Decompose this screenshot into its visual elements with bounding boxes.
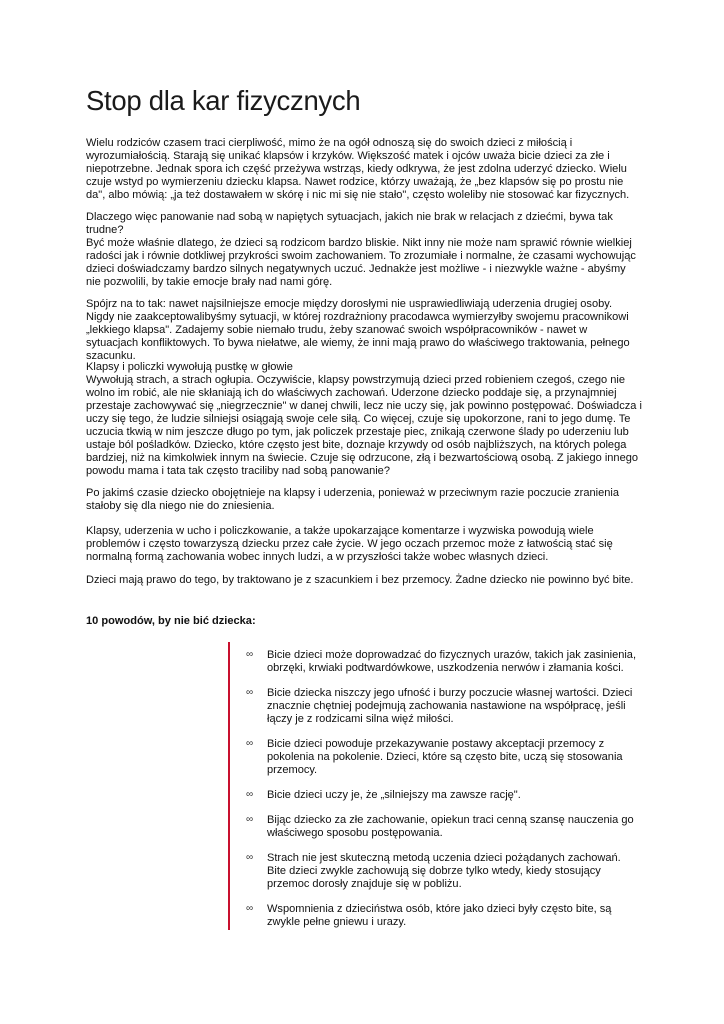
paragraph-adults-comparison: Spójrz na to tak: nawet najsilniejsze emocje między dorosłymi nie usprawiedliwiają uderzenia drugiej osoby. Nigdy nie zaakceptowalibyśmy sytuacji, w której rozdrażniony pracodawca wymierzyłby swojemu pracownikowi „lekkiego klapsa". Zadajemy sobie niemało trudu, żeby szanować swoich współpracowników - nawet w sytuacjach konfliktowych. To bywa niełatwe, ale wiemy, że inni mają prawo do właściwego traktowania, pełnego szacunku. — [86, 298, 630, 362]
reason-text: Bicie dziecka niszczy jego ufność i burzy poczucie własnej wartości. Dzieci znacznie chętniej podejmują zachowania nastawione na współpracę, jeśli łączy je z rodzicami silna więź miłości. — [267, 687, 633, 725]
reasons-heading: 10 powodów, by nie bić dziecka: — [86, 615, 256, 627]
infinity-bullet-icon: ∞ — [246, 814, 254, 825]
paragraph-slaps-effects: Klapsy i policzki wywołują pustkę w głowie Wywołują strach, a strach ogłupia. Oczywiście, klapsy powstrzymują dzieci przed robieniem czegoś, czego nie wolno im robić, ale nie skłaniają ich do właściwych zachowań. Uderzone dziecko poddaje się, a przynajmniej przestaje zachowywać się „niegrzecznie" w danej chwili, lecz nie uczy się, jak powinno postępować. Doświadcza i uczy się tego, że ludzie silniejsi osiągają swoje cele siłą. Co więcej, czuje się upokorzone, rani to jego dumę. Te uczucia tkwią w nim jeszcze długo po tym, jak policzek przestaje piec, znikają czerwone ślady po uderzeniu lub ustaje ból pośladków. Dziecko, które często jest bite, doznaje krzywdy od osób najbliższych, na których polega bardziej, niż na kimkolwiek innym na świecie. Czuje się odrzucone, złą i bezwartościową osobą. Z jakiego innego powodu mama i tata tak często traciliby nad sobą panowanie? — [86, 361, 642, 477]
paragraph-intro: Wielu rodziców czasem traci cierpliwość, mimo że na ogół odnoszą się do swoich dzieci z miłością i wyrozumiałością. Starają się unikać klapsów i krzyków. Większość matek i ojców uważa bicie dzieci za złe i niepotrzebne. Jednak spora ich część przeżywa wstrząs, kiedy odkrywa, że jest zdolna uderzyć dziecko. Wielu czuje wstyd po wymierzeniu dziecku klapsa. Nawet rodzice, którzy uważają, że „bez klapsów się po prostu nie da", albo mówią: „ja też dostawałem w skórę i nic mi się nie stało", często woleliby nie stosować kar fizycznych. — [86, 137, 630, 201]
reason-text: Wspomnienia z dzieciństwa osób, które jako dzieci były często bite, są zwykle pełne gniewu i urazy. — [267, 903, 612, 928]
infinity-bullet-icon: ∞ — [246, 903, 254, 914]
infinity-bullet-icon: ∞ — [246, 789, 254, 800]
infinity-bullet-icon: ∞ — [246, 687, 254, 698]
reason-text: Strach nie jest skuteczną metodą uczenia dzieci pożądanych zachowań. Bite dzieci zwykle zachowują się dobrze tylko wtedy, kiedy stosujący przemoc dorosły znajduje się w pobliżu. — [267, 852, 621, 890]
page — [86, 84, 642, 118]
infinity-bullet-icon: ∞ — [246, 649, 254, 660]
reason-text: Bicie dzieci uczy je, że „silniejszy ma zawsze rację". — [267, 789, 521, 801]
reason-text: Bicie dzieci powoduje przekazywanie postawy akceptacji przemocy z pokolenia na pokolenie. Dzieci, które są często bite, uczą się stosowania przemocy. — [267, 738, 623, 776]
reason-text: Bijąc dziecko za złe zachowanie, opiekun traci cenną szansę nauczenia go właściwego sposobu postępowania. — [267, 814, 634, 839]
paragraph-indifference: Po jakimś czasie dziecko obojętnieje na klapsy i uderzenia, ponieważ w przeciwnym razie poczucie zranienia stałoby się dla niego nie do zniesienia. — [86, 487, 619, 512]
infinity-bullet-icon: ∞ — [246, 738, 254, 749]
paragraph-why-hard: Dlaczego więc panowanie nad sobą w napiętych sytuacjach, jakich nie brak w relacjach z dziećmi, bywa tak trudne? Być może właśnie dlatego, że dzieci są rodzicom bardzo bliskie. Nikt inny nie może nam sprawić równie wielkiej radości jak i równie dotkliwej przykrości swoim zachowaniem. To zrozumiałe i normalne, że czasami wychowując dzieci doświadczamy bardzo silnych negatywnych uczuć. Jednakże jest możliwe - i niezwykle ważne - abyśmy nie pozwolili, by takie emocje brały nad nami górę. — [86, 211, 636, 288]
paragraph-long-term-problems: Klapsy, uderzenia w ucho i policzkowanie, a także upokarzające komentarze i wyzwiska powodują wiele problemów i często towarzyszą dziecku przez całe życie. W jego oczach przemoc może z łatwością stać się normalną formą zachowania wobec innych ludzi, a w przyszłości także wobec własnych dzieci. — [86, 525, 613, 563]
reason-text: Bicie dzieci może doprowadzać do fizycznych urazów, takich jak zasinienia, obrzęki, krwiaki podtwardówkowe, uszkodzenia nerwów i złamania kości. — [267, 649, 637, 674]
infinity-bullet-icon: ∞ — [246, 852, 254, 863]
page-title: Stop dla kar fizycznych — [86, 85, 361, 116]
reasons-list — [228, 642, 650, 930]
paragraph-right-to-respect: Dzieci mają prawo do tego, by traktowano je z szacunkiem i bez przemocy. Żadne dziecko nie powinno być bite. — [86, 574, 634, 586]
